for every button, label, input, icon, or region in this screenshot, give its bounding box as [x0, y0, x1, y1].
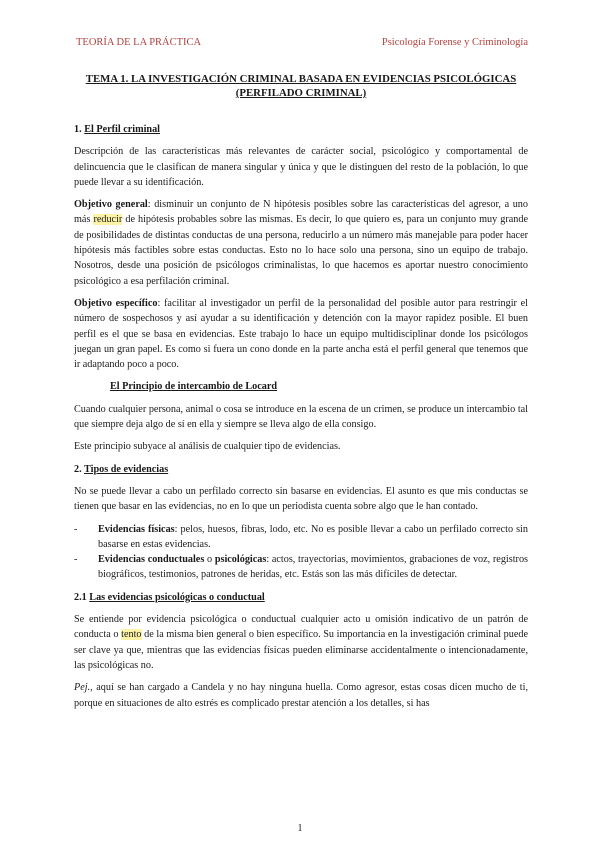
- title-line-1: TEMA 1. LA INVESTIGACIÓN CRIMINAL BASADA EN EVIDENCIAS PSICOLÓGICAS: [85, 73, 517, 85]
- section-2-1-heading: [74, 590, 528, 605]
- locard-heading: [74, 379, 528, 394]
- evidencias-psicologicas-label: psicológicas: [214, 554, 267, 566]
- document-title: [74, 72, 528, 100]
- section-2-1-title: Las evidencias psicológicas o conductual: [89, 591, 265, 603]
- objetivo-especifico-text: : facilitar al investigador un perfil de la personalidad del posible autor para restringir el número de sospechosos y así ayudar a su identificación y detención con la mayor rapidez posible. El buen perfil es el que se basa en evidencias. Este trabajo lo hace un equipo multidisciplinar donde los psicólogos juegan un gran papel. Es como si fuera un cono donde en la parte ancha está el perfil general que tenemos que ir adaptando poco a poco.: [74, 297, 529, 371]
- objetivo-general-text-b: de hipótesis probables sobre las mismas. Es decir, lo que quiero es, para un conjunto muy grande de posibilidades de distintas conductas de una persona, reducirlo a un número más manejable para poder hacer hipótesis más factibles sobre estas conductas. Esto no lo hace solo una persona, sino un equipo de trabajo. Nosotros, desde una posición de psicólogos criminalistas, lo que hacemos es aportar nuestro conocimiento psicológico a esa perfilación criminal.: [74, 214, 528, 287]
- section-2-title: Tipos de evidencias: [84, 463, 169, 475]
- dash-bullet: -: [74, 523, 78, 535]
- evidencia-psicologica-definition: [74, 612, 528, 673]
- section-2-number: 2.: [74, 463, 82, 475]
- section-2-heading: [74, 462, 528, 477]
- locard-paragraph-1: Cuando cualquier persona, animal o cosa se introduce en la escena de un crimen, se produce un intercambio tal que siempre deja algo de sí en ella y siempre se lleva algo de ella consigo.: [74, 403, 528, 431]
- evidencias-intro: No se puede llevar a cabo un perfilado correcto sin basarse en evidencias. El asunto es que mis conductas se tienen que basar en las evidencias, no en lo que un periodista cuenta sobre algo que le han contado.: [74, 485, 528, 513]
- definition-text-b: de la misma bien general o bien específico. Su importancia en la investigación criminal puede ser clave ya que, mientras que las evidencias físicas pueden eliminarse accidentalmente o intencionadamente, las psicológicas no.: [74, 629, 528, 671]
- evidencias-conductuales-text: : actos, trayectorias, movimientos, grabaciones de voz, registros biográficos, testimonios, patrones de heridas, etc. Estás son las más difíciles de detectar.: [98, 554, 528, 581]
- dash-bullet: -: [74, 554, 78, 566]
- header-subject: Psicología Forense y Criminología: [381, 37, 528, 48]
- evidencias-conductuales-label: Evidencias conductuales: [98, 554, 205, 566]
- evidence-types-list: [74, 522, 528, 583]
- objetivo-especifico-label: Objetivo específico: [74, 297, 158, 309]
- document-body: [74, 72, 528, 718]
- locard-title: El Principio de intercambio de Locard: [110, 381, 278, 393]
- evidencias-fisicas-label: Evidencias físicas: [98, 523, 175, 535]
- objetivo-general-label: Objetivo general: [74, 199, 148, 211]
- highlighted-word-reducir: reducir: [93, 214, 123, 226]
- example-paragraph: [74, 680, 528, 711]
- highlighted-word-tento: tento: [121, 629, 142, 641]
- list-item-evidencias-conductuales: [74, 552, 528, 583]
- section-1-number: 1.: [74, 124, 82, 135]
- objetivo-general-text-a: : disminuir un conjunto de N hipótesis posibles sobre las características del agresor, a uno más: [74, 199, 528, 226]
- definition-text-a: Se entiende por evidencia psicológica o conductual cualquier acto u omisión indicativo de un patrón de conducta o: [74, 614, 528, 641]
- header-course: TEORÍA DE LA PRÁCTICA: [76, 37, 202, 48]
- objetivo-general-paragraph: [74, 197, 528, 289]
- example-abbrev: Pej.: [74, 682, 91, 694]
- locard-paragraph-2: Este principio subyace al análisis de cualquier tipo de evidencias.: [74, 441, 341, 453]
- section-1-heading: [74, 122, 528, 137]
- page-number: 1: [297, 823, 303, 834]
- section-2-1-number: 2.1: [74, 591, 87, 603]
- connector-o: o: [204, 554, 215, 566]
- list-item-evidencias-fisicas: [74, 522, 528, 553]
- section-1-title: El Perfil criminal: [84, 124, 161, 135]
- perfil-definition: Descripción de las características más relevantes de carácter social, psicológico y comportamental de delincuencia que le clasifican de manera singular y única y que le distinguen del resto de la población, lo que puede llevar a su identificación.: [74, 146, 528, 188]
- objetivo-especifico-paragraph: [74, 296, 528, 372]
- title-line-2: (PERFILADO CRIMINAL): [235, 87, 367, 99]
- evidencias-fisicas-text: : pelos, huesos, fibras, lodo, etc. No es posible llevar a cabo un perfilado correcto sin basarse en estas evidencias.: [98, 523, 528, 550]
- example-text: , aquí se han cargado a Candela y no hay ninguna huella. Como agresor, estas cosas dicen mucho de ti, porque en situaciones de alto estrés es complicado prestar atención a los detalles, si has: [74, 682, 528, 709]
